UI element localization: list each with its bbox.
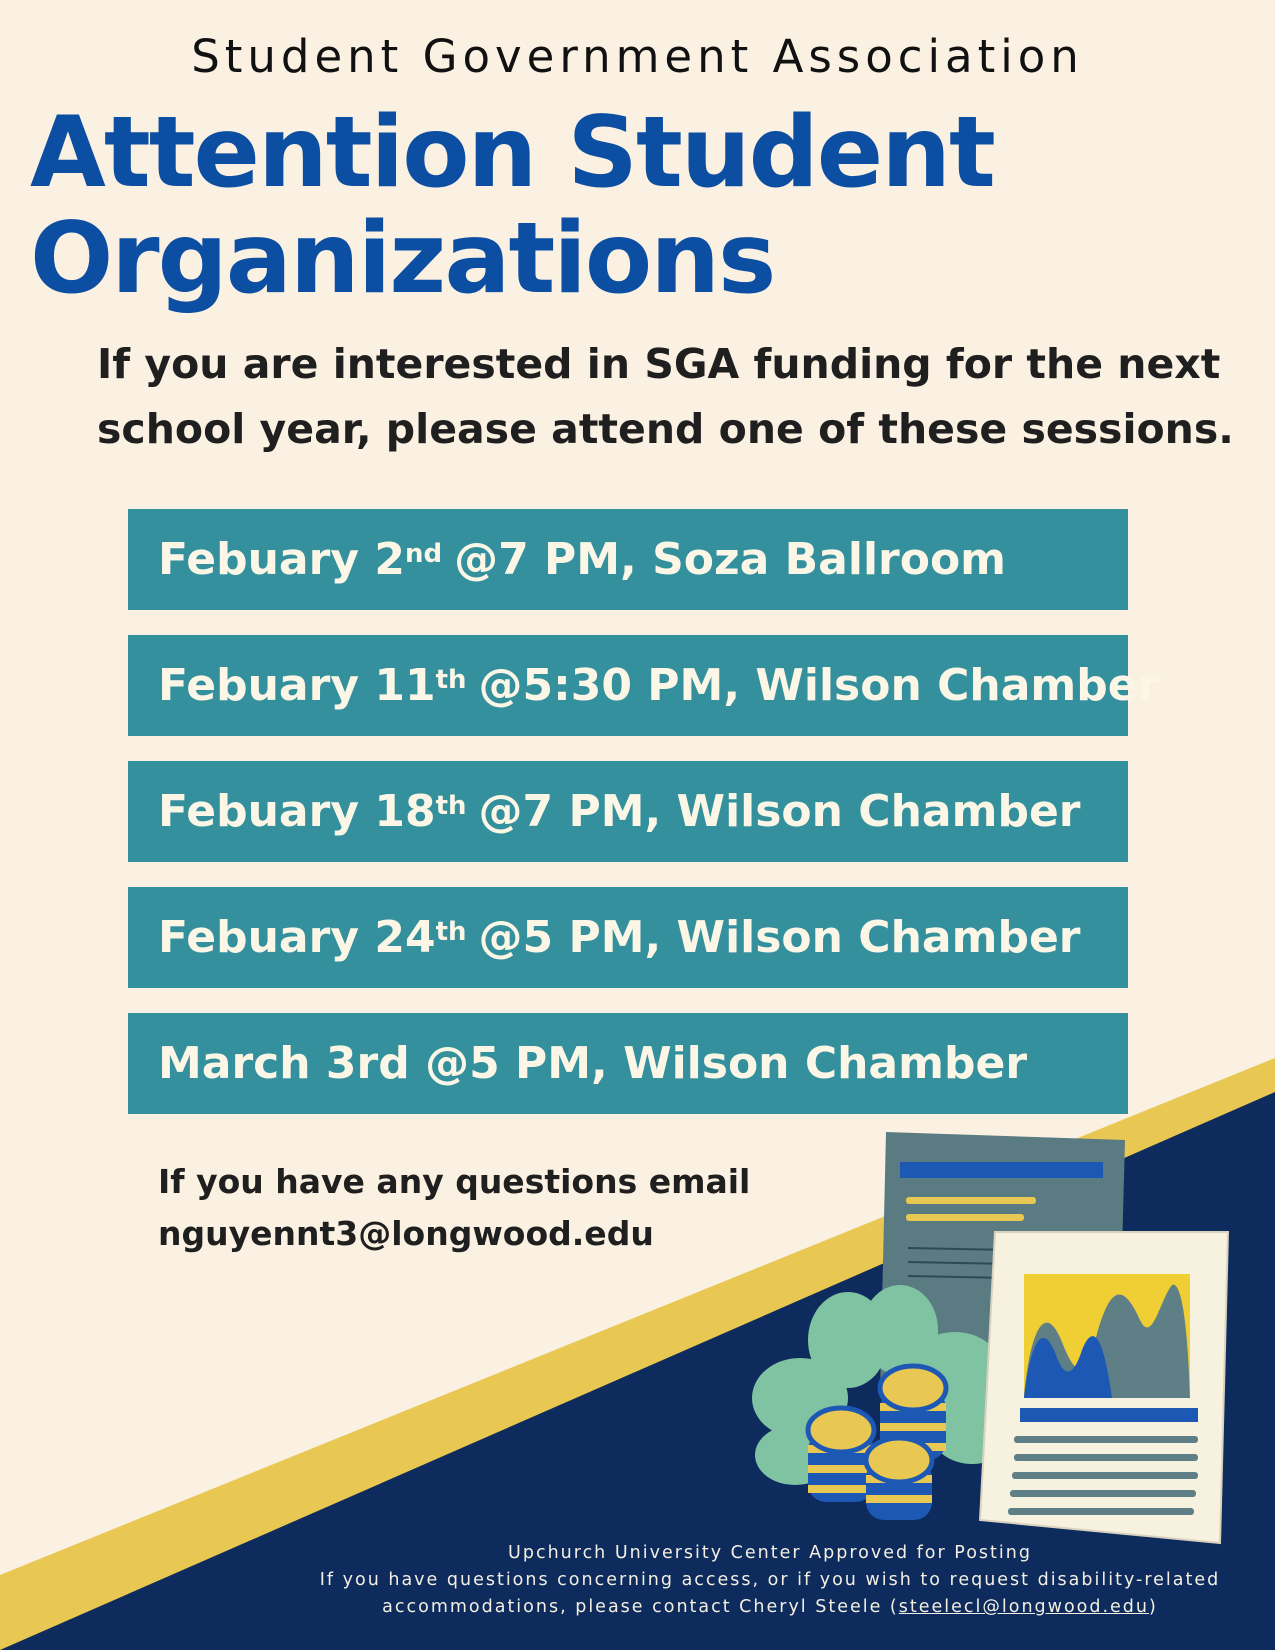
session-item (128, 509, 1128, 610)
session-month: Febuary (158, 534, 360, 585)
session-item (128, 887, 1128, 988)
session-month: Febuary (158, 786, 360, 837)
session-month: March (158, 1038, 311, 1089)
session-month: Febuary (158, 912, 360, 963)
session-day: 24 (374, 912, 436, 963)
front-document-icon (980, 1232, 1228, 1543)
access-notice-suffix: ) (1149, 1597, 1158, 1617)
session-item (128, 635, 1160, 736)
session-details: @5:30 PM, Wilson Chamber (478, 660, 1160, 711)
access-notice-line-2 (270, 1594, 1270, 1621)
session-day-suffix: th (435, 790, 467, 821)
session-item (128, 761, 1128, 862)
footer (270, 1540, 1270, 1621)
access-email-link[interactable]: steelecl@longwood.edu (898, 1597, 1150, 1617)
posting-approval: Upchurch University Center Approved for Posting (508, 1543, 1032, 1563)
contact-email: nguyennt3@longwood.edu (158, 1214, 654, 1253)
contact-block (158, 1156, 750, 1260)
organization-name: Student Government Association (191, 30, 1084, 83)
session-list (128, 509, 1160, 1139)
session-day-suffix: th (435, 916, 467, 947)
headline-line-1: Attention Student (30, 96, 994, 210)
access-notice-prefix: accommodations, please contact Cheryl Steele ( (382, 1597, 899, 1617)
contact-text: If you have any questions email (158, 1162, 751, 1201)
session-details: @7 PM, Soza Ballroom (454, 534, 1007, 585)
page-title (30, 96, 1130, 316)
headline-line-2: Organizations (30, 202, 775, 316)
intro-text: If you are interested in SGA funding for the next school year, please attend one of these sessions. (97, 340, 1234, 453)
session-day: 11 (374, 660, 436, 711)
session-day: 2 (374, 534, 405, 585)
access-notice-line-1: If you have questions concerning access, or if you wish to request disability-related (319, 1570, 1221, 1590)
session-item (128, 1013, 1128, 1114)
session-month: Febuary (158, 660, 360, 711)
session-details: @7 PM, Wilson Chamber (478, 786, 1081, 837)
session-day: 18 (374, 786, 436, 837)
session-day: 3rd (325, 1038, 410, 1089)
session-day-suffix: th (435, 664, 467, 695)
session-day-suffix: nd (404, 538, 443, 569)
session-details: @5 PM, Wilson Chamber (425, 1038, 1028, 1089)
session-details: @5 PM, Wilson Chamber (478, 912, 1081, 963)
